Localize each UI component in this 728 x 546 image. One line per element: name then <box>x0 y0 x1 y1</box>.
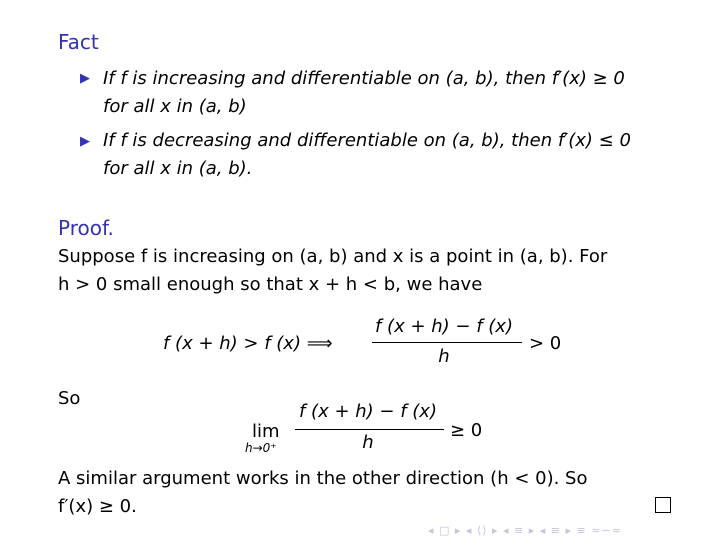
equation-1-lhs: f (x + h) > f (x) ⟹ <box>163 333 333 354</box>
limit-subscript: h→0⁺ <box>245 441 277 455</box>
equation-1-denominator-box <box>366 346 522 367</box>
equation-2-rhs: ≥ 0 <box>450 420 483 441</box>
equation-2-fraction-bar <box>295 429 444 430</box>
equation-2-numerator: f (x + h) − f (x) <box>299 401 437 422</box>
qed-square-icon <box>655 497 671 513</box>
proof-line-2: h > 0 small enough so that x + h < b, we have <box>58 274 483 295</box>
equation-2-denominator: h <box>362 432 374 453</box>
fact-bullet-1-line-1: If f is increasing and differentiable on (a, b), then f′(x) ≥ 0 <box>103 68 625 89</box>
equation-2-fraction <box>290 401 446 422</box>
fact-bullet-2-line-2: for all x in (a, b). <box>103 158 253 179</box>
proof-line-1: Suppose f is increasing on (a, b) and x is a point in (a, b). For <box>58 246 608 267</box>
fact-bullet-1-line-2: for all x in (a, b) <box>103 96 247 117</box>
bullet-1-marker: ▶ <box>80 71 90 86</box>
equation-1-denominator: h <box>438 346 450 367</box>
limit-operator: lim <box>252 421 280 442</box>
equation-2-denominator-box <box>290 432 446 453</box>
so-text: So <box>58 388 81 409</box>
fact-heading: Fact <box>58 30 99 54</box>
proof-heading: Proof. <box>58 216 114 240</box>
equation-1-fraction <box>366 316 522 337</box>
equation-1-rhs: > 0 <box>529 333 562 354</box>
equation-1-fraction-bar <box>372 342 522 343</box>
bullet-2-marker: ▶ <box>80 134 90 149</box>
fact-bullet-2-line-1: If f is decreasing and differentiable on (a, b), then f′(x) ≤ 0 <box>103 130 631 151</box>
closing-line-1: A similar argument works in the other direction (h < 0). So <box>58 468 588 489</box>
equation-1-numerator: f (x + h) − f (x) <box>375 316 513 337</box>
closing-line-2: f′(x) ≥ 0. <box>58 496 137 517</box>
beamer-navigation-bar[interactable]: ◂ □ ▸ ◂ ⟨⟩ ▸ ◂ ≡ ▸ ◂ ≡ ▸ ≡ ≈∽≈ <box>428 524 622 537</box>
